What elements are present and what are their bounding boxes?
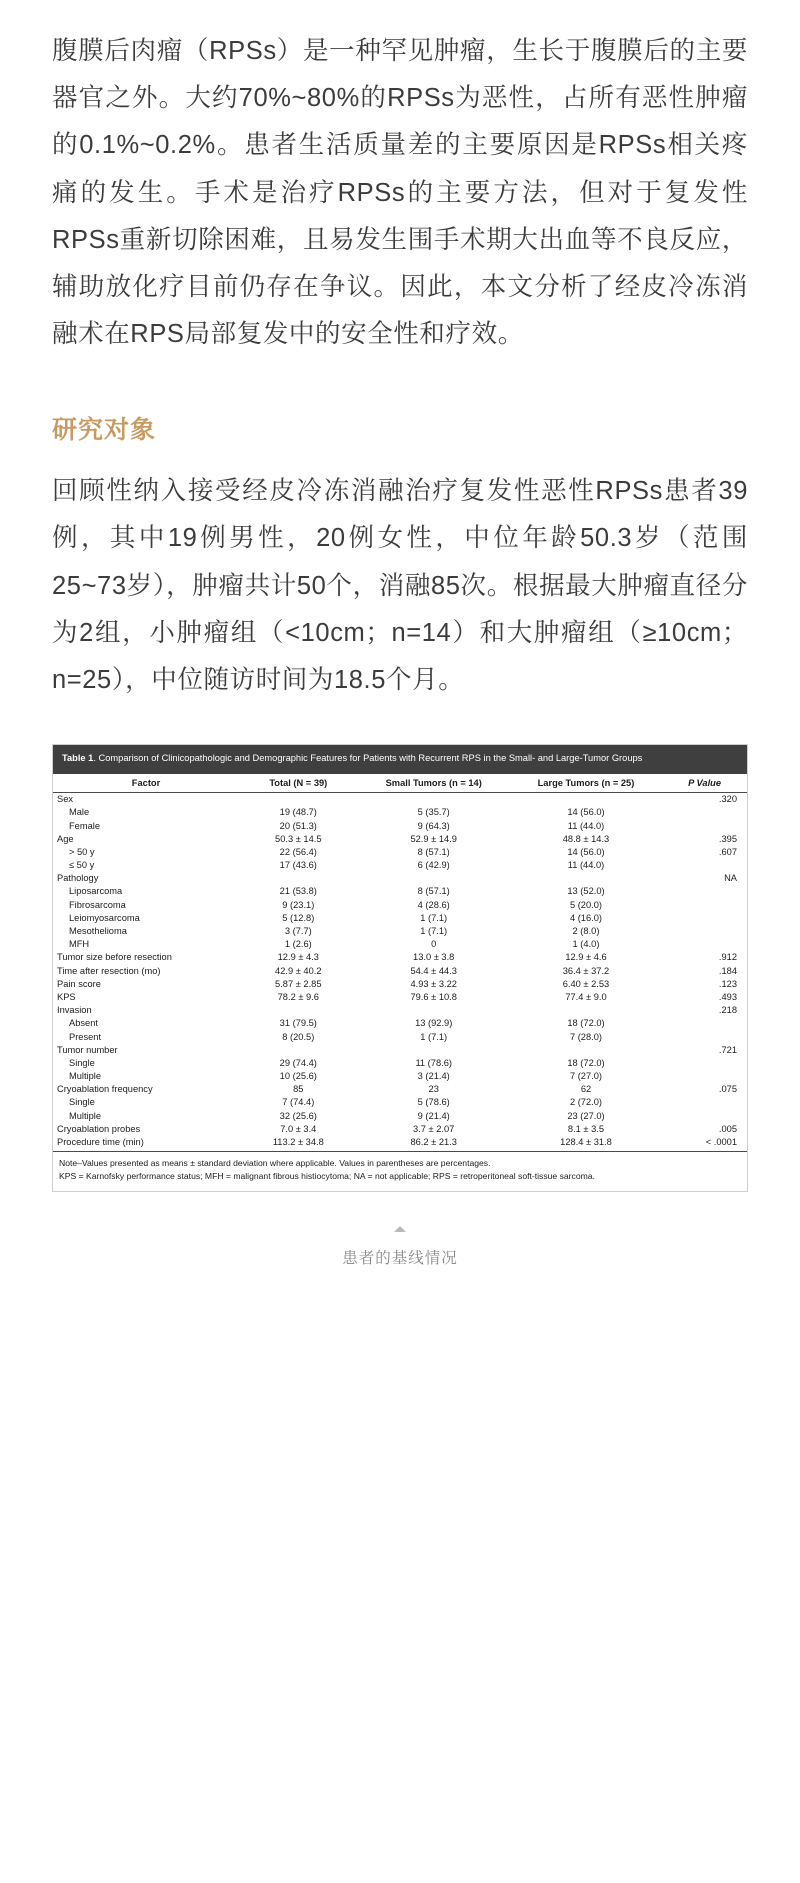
table-row — [53, 951, 747, 964]
cell-factor: Age — [57, 833, 74, 844]
cell-total: 31 (79.5) — [279, 1018, 317, 1029]
cell-factor: Absent — [69, 1018, 98, 1029]
cell-p-value — [662, 1069, 747, 1082]
cell-p-value: .607 — [718, 846, 737, 857]
cell-total: 9 (23.1) — [282, 899, 315, 910]
cell-factor: Tumor size before resection — [57, 952, 172, 963]
intro-paragraph: 腹膜后肉瘤（RPSs）是一种罕见肿瘤，生长于腹膜后的主要器官之外。大约70%~80%的RPSs为恶性，占所有恶性肿瘤的0.1%~0.2%。患者生活质量差的主要原因是RPSs相关疼痛的发生。手术是治疗RPSs的主要方法，但对于复发性RPSs重新切除困难，且易发生围手术期大出血等不良反应，辅助放化疗目前仍存在争议。因此，本文分析了经皮冷冻消融术在RPS局部复发中的安全性和疗效。 — [52, 37, 748, 349]
cell-p-value: .005 — [718, 1123, 737, 1134]
cell-factor: Sex — [57, 794, 74, 805]
cell-p-value — [662, 938, 747, 951]
cell-small-tumors: 79.6 ± 10.8 — [410, 991, 457, 1002]
cell-large-tumors: 18 (72.0) — [567, 1018, 605, 1029]
column-header-total: Total (N = 39) — [239, 774, 358, 793]
cell-total — [239, 1043, 358, 1056]
cell-small-tumors: 52.9 ± 14.9 — [410, 833, 457, 844]
cell-small-tumors: 8 (57.1) — [417, 846, 450, 857]
table-header-row — [53, 774, 747, 793]
table-row — [53, 924, 747, 937]
table-title: . Comparison of Clinicopathologic and Demographic Features for Patients with Recurrent RPS in the Small- and Large-Tumor Groups — [93, 753, 643, 764]
cell-p-value — [662, 1017, 747, 1030]
cell-p-value: .320 — [718, 794, 737, 805]
cell-factor: Cryoablation frequency — [57, 1084, 153, 1095]
cell-p-value — [662, 819, 747, 832]
cell-small-tumors: 4 (28.6) — [417, 899, 450, 910]
cell-p-value — [662, 898, 747, 911]
table-row — [53, 1056, 747, 1069]
table-body — [53, 792, 747, 1151]
cell-large-tumors: 62 — [580, 1084, 592, 1095]
cell-large-tumors: 6.40 ± 2.53 — [562, 978, 610, 989]
table-row — [53, 1109, 747, 1122]
cell-small-tumors: 23 — [428, 1084, 439, 1095]
column-header-small-tumors: Small Tumors (n = 14) — [358, 774, 510, 793]
cell-total: 17 (43.6) — [279, 860, 317, 871]
study-subjects-paragraph: 回顾性纳入接受经皮冷冻消融治疗复发性恶性RPSs患者39例，其中19例男性，20例女性，中位年龄50.3岁（范围25~73岁），肿瘤共计50个，消融85次。根据最大肿瘤直径分为2组，小肿瘤组（<10cm；n=14）和大肿瘤组（≥10cm；n=25），中位随访时间为18.5个月。 — [52, 477, 748, 694]
cell-large-tumors: 2 (72.0) — [569, 1097, 602, 1108]
cell-factor: Cryoablation probes — [57, 1123, 141, 1134]
cell-p-value — [662, 1030, 747, 1043]
cell-p-value: .395 — [718, 833, 737, 844]
cell-total: 12.9 ± 4.3 — [277, 952, 319, 963]
table-row — [53, 964, 747, 977]
cell-large-tumors: 18 (72.0) — [567, 1057, 605, 1068]
cell-large-tumors: 11 (44.0) — [567, 860, 605, 871]
cell-large-tumors — [510, 872, 662, 885]
cell-total: 5 (12.8) — [282, 912, 315, 923]
cell-total: 3 (7.7) — [284, 926, 312, 936]
cell-total: 22 (56.4) — [279, 846, 317, 857]
cell-factor: Male — [69, 807, 90, 818]
figure-table-1 — [52, 744, 748, 1268]
table-row — [53, 1135, 747, 1151]
cell-factor: Single — [69, 1057, 95, 1068]
cell-factor: Pain score — [57, 978, 101, 989]
footnote-abbreviations: KPS = Karnofsky performance status; MFH = malignant fibrous histiocytoma; NA = not applicable; RPS = retroperitoneal soft-tissue sarcoma. — [59, 1170, 595, 1181]
cell-total: 1 (2.6) — [284, 939, 312, 950]
cell-total: 19 (48.7) — [279, 807, 317, 818]
table-row — [53, 819, 747, 832]
cell-total: 29 (74.4) — [279, 1057, 317, 1068]
cell-factor: Present — [69, 1031, 102, 1042]
cell-small-tumors: 13.0 ± 3.8 — [413, 952, 455, 963]
table-row — [53, 806, 747, 819]
cell-factor: Time after resection (mo) — [57, 965, 161, 976]
cell-large-tumors: 14 (56.0) — [567, 846, 605, 857]
cell-factor: ≤ 50 y — [69, 860, 95, 871]
cell-p-value — [662, 1109, 747, 1122]
cell-factor: Leiomyosarcoma — [69, 912, 140, 923]
cell-small-tumors: 8 (57.1) — [417, 886, 450, 897]
cell-total — [239, 872, 358, 885]
cell-large-tumors — [510, 1043, 662, 1056]
cell-p-value — [662, 1056, 747, 1069]
cell-p-value: NA — [724, 873, 737, 884]
cell-small-tumors: 1 (7.1) — [420, 926, 448, 936]
table-card — [52, 744, 748, 1192]
table-row — [53, 911, 747, 924]
cell-factor: Tumor number — [57, 1044, 118, 1055]
cell-p-value: < .0001 — [705, 1137, 737, 1147]
cell-total: 10 (25.6) — [279, 1071, 317, 1082]
cell-large-tumors: 13 (52.0) — [567, 886, 605, 897]
cell-small-tumors: 0 — [431, 939, 437, 950]
cell-small-tumors: 86.2 ± 21.3 — [410, 1137, 457, 1147]
cell-total: 8 (20.5) — [282, 1031, 315, 1042]
cell-small-tumors: 1 (7.1) — [420, 912, 448, 923]
cell-large-tumors: 23 (27.0) — [567, 1110, 605, 1121]
cell-small-tumors: 9 (21.4) — [417, 1110, 450, 1121]
table-row — [53, 1004, 747, 1017]
cell-factor: Mesothelioma — [69, 926, 127, 936]
cell-p-value — [662, 806, 747, 819]
cell-total: 113.2 ± 34.8 — [272, 1137, 324, 1147]
cell-p-value: .721 — [718, 1044, 737, 1055]
cell-small-tumors: 9 (64.3) — [417, 820, 450, 831]
cell-small-tumors — [358, 792, 510, 806]
cell-large-tumors: 128.4 ± 31.8 — [560, 1137, 612, 1147]
cell-factor: MFH — [69, 939, 90, 950]
table-row — [53, 898, 747, 911]
cell-large-tumors: 1 (4.0) — [572, 939, 600, 950]
cell-total: 32 (25.6) — [279, 1110, 317, 1121]
table-footnotes — [53, 1151, 747, 1191]
cell-total: 78.2 ± 9.6 — [277, 991, 319, 1002]
table-row — [53, 1083, 747, 1096]
cell-small-tumors: 11 (78.6) — [415, 1057, 452, 1068]
cell-p-value: .218 — [718, 1005, 737, 1016]
table-row — [53, 872, 747, 885]
cell-small-tumors: 3 (21.4) — [417, 1071, 450, 1082]
cell-large-tumors: 2 (8.0) — [572, 926, 600, 936]
cell-total: 20 (51.3) — [279, 820, 317, 831]
cell-factor: Single — [69, 1097, 95, 1108]
cell-factor: Female — [69, 820, 101, 831]
table-row — [53, 977, 747, 990]
table-row — [53, 792, 747, 806]
table-label: Table 1 — [62, 753, 94, 764]
table-row — [53, 845, 747, 858]
section-heading: 研究对象 — [52, 416, 157, 445]
cell-p-value: .184 — [718, 965, 737, 976]
cell-factor: Multiple — [69, 1071, 102, 1082]
column-header-factor: Factor — [53, 774, 239, 793]
table-row — [53, 990, 747, 1003]
cell-factor: Multiple — [69, 1110, 102, 1121]
cell-factor: > 50 y — [69, 846, 95, 857]
cell-p-value: .123 — [718, 978, 737, 989]
table-caption — [53, 745, 747, 773]
cell-total — [239, 792, 358, 806]
cell-total — [239, 1004, 358, 1017]
cell-large-tumors: 7 (28.0) — [569, 1031, 602, 1042]
cell-total: 7.0 ± 3.4 — [280, 1123, 317, 1134]
cell-factor: Fibrosarcoma — [69, 899, 126, 910]
table-row — [53, 885, 747, 898]
cell-p-value — [662, 858, 747, 871]
cell-small-tumors — [358, 1004, 510, 1017]
cell-factor: Procedure time (min) — [57, 1137, 144, 1147]
cell-small-tumors — [358, 872, 510, 885]
cell-large-tumors: 11 (44.0) — [567, 820, 605, 831]
column-header-large-tumors: Large Tumors (n = 25) — [510, 774, 662, 793]
cell-large-tumors — [510, 1004, 662, 1017]
cell-p-value — [662, 924, 747, 937]
cell-factor: Invasion — [57, 1005, 92, 1016]
cell-small-tumors: 5 (78.6) — [417, 1097, 450, 1108]
cell-total: 50.3 ± 14.5 — [275, 833, 322, 844]
cell-total: 5.87 ± 2.85 — [275, 978, 322, 989]
cell-small-tumors — [358, 1043, 510, 1056]
cell-factor: Pathology — [57, 873, 99, 884]
cell-small-tumors: 4.93 ± 3.22 — [410, 978, 457, 989]
cell-small-tumors: 6 (42.9) — [417, 860, 450, 871]
cell-p-value: .912 — [718, 952, 737, 963]
column-header-p-value: P Value — [662, 774, 747, 793]
table-head — [53, 774, 747, 793]
triangle-up-icon — [394, 1226, 406, 1232]
table-row — [53, 938, 747, 951]
cell-large-tumors: 7 (27.0) — [569, 1071, 602, 1082]
figure-caption: 患者的基线情况 — [342, 1249, 458, 1267]
cell-factor: KPS — [57, 991, 76, 1002]
table-row — [53, 1017, 747, 1030]
cell-large-tumors — [510, 792, 662, 806]
cell-large-tumors: 48.8 ± 14.3 — [562, 833, 610, 844]
cell-small-tumors: 1 (7.1) — [420, 1031, 448, 1042]
cell-factor: Liposarcoma — [69, 886, 123, 897]
cell-p-value: .493 — [718, 991, 737, 1002]
cell-large-tumors: 5 (20.0) — [569, 899, 602, 910]
cell-p-value — [662, 1096, 747, 1109]
cell-large-tumors: 12.9 ± 4.6 — [565, 952, 607, 963]
clinicopathologic-table — [53, 774, 747, 1151]
cell-large-tumors: 8.1 ± 3.5 — [567, 1123, 605, 1134]
figure-caption-area — [52, 1226, 748, 1268]
cell-large-tumors: 4 (16.0) — [569, 912, 602, 923]
cell-p-value — [662, 885, 747, 898]
cell-small-tumors: 13 (92.9) — [415, 1018, 453, 1029]
table-row — [53, 1122, 747, 1135]
cell-total: 21 (53.8) — [279, 886, 317, 897]
table-row — [53, 832, 747, 845]
footnote-note: Note–Values presented as means ± standard deviation where applicable. Values in parentheses are percentages. — [59, 1158, 491, 1168]
cell-large-tumors: 77.4 ± 9.0 — [565, 991, 607, 1002]
table-row — [53, 1096, 747, 1109]
table-row — [53, 858, 747, 871]
cell-large-tumors: 36.4 ± 37.2 — [562, 965, 610, 976]
table-row — [53, 1030, 747, 1043]
cell-large-tumors: 14 (56.0) — [567, 807, 605, 818]
cell-p-value: .075 — [718, 1084, 737, 1095]
cell-small-tumors: 54.4 ± 44.3 — [410, 965, 457, 976]
table-row — [53, 1043, 747, 1056]
cell-total: 7 (74.4) — [282, 1097, 315, 1108]
cell-total: 85 — [293, 1084, 304, 1095]
cell-total: 42.9 ± 40.2 — [275, 965, 322, 976]
table-row — [53, 1069, 747, 1082]
cell-small-tumors: 5 (35.7) — [417, 807, 450, 818]
cell-small-tumors: 3.7 ± 2.07 — [413, 1123, 455, 1134]
cell-p-value — [662, 911, 747, 924]
